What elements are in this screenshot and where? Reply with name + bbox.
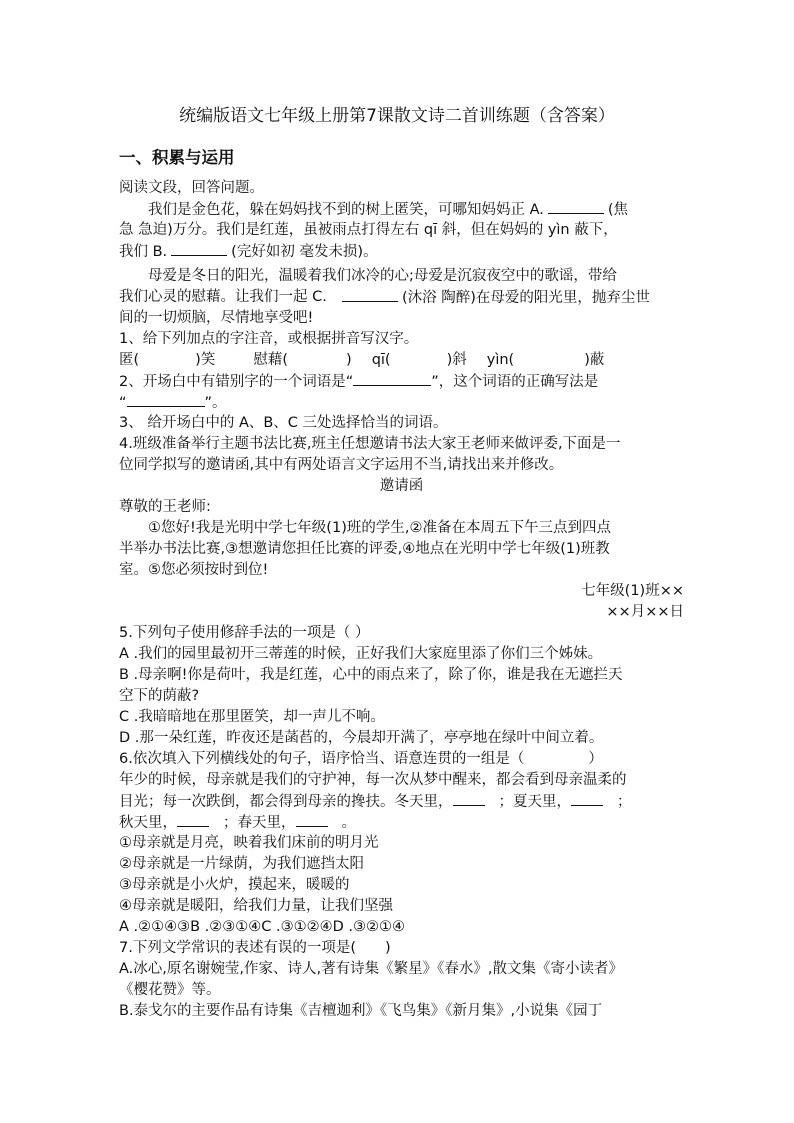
option-c: C .我暗暗地在那里匿笑，却一声儿不响。 — [119, 709, 385, 725]
letter-body: 半举办书法比赛,③想邀请您担任比赛的评委,④地点在光明中学七年级(1)班教 — [119, 541, 610, 557]
passage-line — [119, 241, 684, 263]
q6-text-part: ；夏天里， — [498, 794, 571, 810]
q1-item: )斜 — [446, 352, 467, 368]
q6-text — [119, 812, 684, 834]
q1-item: yìn( — [486, 352, 515, 368]
q6-text-part: 。 — [341, 815, 356, 831]
passage-line: 间的一切烦脑，尽情地享受吧! — [119, 310, 314, 326]
option-b: B.泰戈尔的主要作品有诗集《吉檀迦利》《飞鸟集》《新月集》,小说集《园丁 — [119, 1003, 603, 1019]
q2-text: ”，这个词语的正确写法是 — [431, 374, 599, 390]
answer-blank-c[interactable] — [342, 287, 398, 302]
answer-blank[interactable] — [127, 392, 205, 407]
letter-date: ××月××日 — [606, 604, 684, 620]
answer-blank[interactable] — [353, 371, 431, 386]
q2-text: “ — [119, 395, 127, 411]
question-1-items — [119, 350, 684, 371]
option-a: A .我们的园里最初开三蒂莲的时候，正好我们大家庭里添了你们三个姊妹。 — [119, 646, 603, 662]
q2-text: 2、开场白中有错别字的一个词语是“ — [119, 374, 354, 390]
passage-line — [342, 287, 684, 309]
question-3: 3、 给开场白中的 A、B、C 三处选择恰当的词语。 — [119, 415, 448, 431]
option-d: D .那一朵红莲，昨夜还是菡萏的，今晨却开满了，亭亭地在绿叶中间立着。 — [119, 730, 604, 746]
question-4: 4.班级准备举行主题书法比赛,班主任想邀请书法大家王老师来做评委,下面是一 — [119, 436, 621, 452]
option-b-cont: 空下的荫蔽? — [119, 688, 200, 704]
letter-signature: 七年级(1)班×× — [581, 583, 684, 599]
q6-choices: A .②①④③B .②③①④C .③①②④D .③②①④ — [119, 919, 406, 935]
question-6 — [119, 749, 684, 770]
q1-item: ) — [346, 352, 352, 368]
q1-item: 匿( — [119, 352, 140, 368]
q6-text-part: 目光；每一次跌倒，都会得到母亲的搀扶。冬天里， — [119, 794, 453, 810]
passage-text: 我们是金色花，躲在妈妈找不到的树上匿笑，可哪知妈妈正 A. — [148, 202, 544, 218]
q6-text-part: ；春天里， — [223, 815, 296, 831]
question-1: 1、给下列加点的字注音，或根据拼音写汉字。 — [119, 331, 419, 347]
letter-body: ①您好!我是光明中学七年级(1)班的学生,②准备在本周五下午三点到四点 — [148, 520, 611, 536]
passage-line: 急 急迫)万分。我们是红莲，虽被雨点打得左右 qī 斜，但在妈妈的 yìn 蔽下， — [119, 222, 618, 238]
q6-option: ④母亲就是暖阳，给我们力量，让我们坚强 — [119, 898, 393, 914]
q6-stem: 6.依次填入下列横线处的句子，语序恰当、语意连贯的一组是（ — [119, 751, 525, 767]
option-a: A.冰心,原名谢婉莹,作家、诗人,著有诗集《繁星》《春水》,散文集《寄小读者》 — [119, 961, 623, 977]
q6-text-part: ； — [617, 794, 632, 810]
answer-blank-b[interactable] — [171, 241, 227, 256]
document-title: 统编版语文七年级上册第7课散文诗二首训练题（含答案） — [179, 106, 615, 126]
answer-blank[interactable] — [296, 812, 328, 827]
q6-text: 年少的时候，母亲就是我们的守护神，每一次从梦中醒来，都会看到母亲温柔的 — [119, 772, 627, 788]
q6-option: ③母亲就是小火炉，摸起来，暖暖的 — [119, 877, 350, 893]
answer-blank[interactable] — [177, 812, 209, 827]
passage-text: (焦 — [607, 202, 629, 218]
passage-text: 我们 B. — [119, 244, 168, 260]
instruction: 阅读文段，回答问题。 — [119, 180, 264, 196]
letter-salutation: 尊敬的王老师: — [119, 499, 211, 515]
section-heading: 一、积累与运用 — [119, 148, 235, 167]
option-a-cont: 《樱花赞》等。 — [119, 982, 221, 998]
q6-stem: ） — [588, 751, 603, 767]
q6-text — [119, 791, 684, 813]
question-7: 7.下列文学常识的表述有误的一项是( ) — [119, 940, 391, 956]
passage-line: 母爱是冬日的阳光，温暖着我们冰冷的心;母爱是沉寂夜空中的歌谣，带给 — [148, 268, 617, 284]
q1-item: )笑 — [195, 352, 216, 368]
passage-line — [119, 199, 684, 221]
question-5: 5.下列句子使用修辞手法的一项是（ ） — [119, 625, 370, 641]
option-b: B .母亲啊!你是荷叶，我是红莲，心中的雨点来了，除了你，谁是我在无遮拦天 — [119, 667, 623, 683]
passage-text: (沐浴 陶醉)在母爱的阳光里，抛弃尘世 — [402, 290, 650, 306]
q2-text: ”。 — [204, 395, 227, 411]
passage-text: (完好如初 毫发未损)。 — [231, 244, 378, 260]
answer-blank[interactable] — [453, 791, 485, 806]
question-2 — [119, 371, 684, 393]
q6-text-part: 秋天里， — [119, 815, 177, 831]
q6-option: ②母亲就是一片绿荫，为我们遮挡太阳 — [119, 856, 364, 872]
question-4-cont: 位同学拟写的邀请函,其中有两处语言文字运用不当,请找出来并修改。 — [119, 457, 564, 473]
answer-blank[interactable] — [571, 791, 603, 806]
letter-title: 邀请函 — [379, 478, 424, 494]
letter-body: 室。⑤您必须按时到位! — [119, 562, 269, 578]
q6-option: ①母亲就是月亮，映着我们床前的明月光 — [119, 835, 379, 851]
answer-blank-a[interactable] — [548, 199, 604, 214]
q1-item: 慰藉( — [253, 352, 289, 368]
question-2-cont — [119, 392, 684, 414]
q1-item: qī( — [371, 352, 391, 368]
q1-item: )蔽 — [584, 352, 605, 368]
passage-line: 我们心灵的慰藉。让我们一起 C. — [119, 289, 327, 305]
